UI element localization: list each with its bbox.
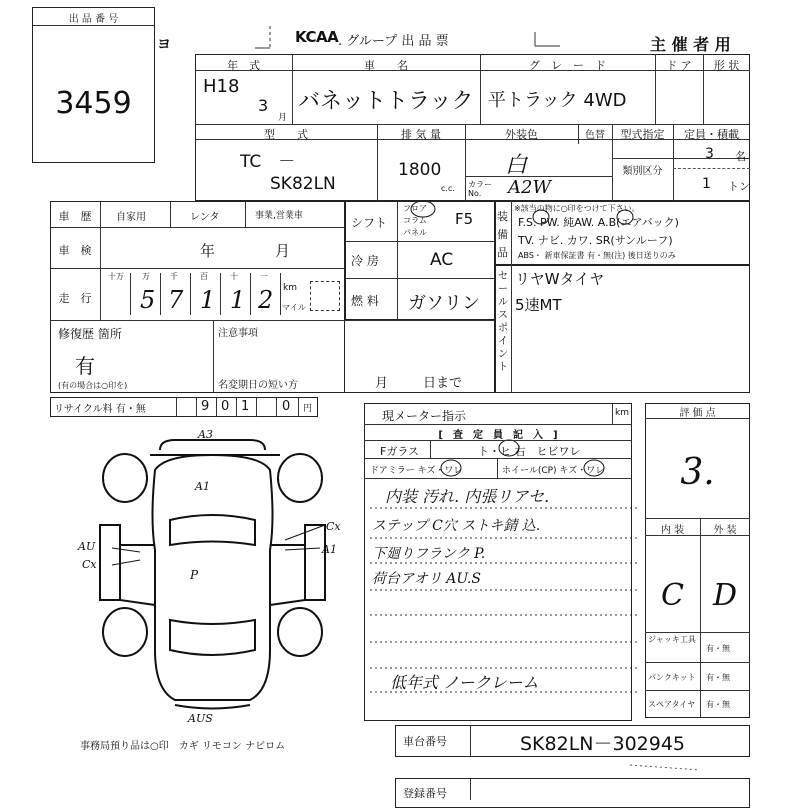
wheel-label: ホイール(CP) キズ・ワレ	[502, 466, 605, 476]
registration-row	[395, 778, 750, 808]
score-label: 評 価 点	[679, 408, 716, 419]
displacement-unit: c.c.	[441, 184, 455, 193]
mirror-label: ドアミラー キズ・ワレ	[370, 466, 463, 476]
exterior-value: D	[712, 578, 738, 613]
repair-label: 修復歴 箇所	[58, 327, 122, 341]
inspection-note-1: 内装 汚れ. 内張リアセ.	[385, 487, 550, 506]
door-label: ド ア	[666, 59, 692, 72]
digit-label-10: 十	[230, 272, 238, 281]
type-value-1: TC －	[240, 152, 296, 172]
capacity-label: 定員・積載	[684, 128, 739, 141]
organizer-label: 主 催 者 用	[650, 35, 731, 54]
diagram-mark-aus: AUS	[188, 712, 213, 725]
ext-color-value: 白	[505, 153, 528, 178]
meter-label: 現メーター指示	[382, 409, 467, 423]
shaken-month: 月	[275, 242, 291, 260]
color-no-label: カラー No.	[468, 180, 492, 198]
chassis-label: 車台番号	[403, 735, 447, 748]
spare-label: スペアタイヤ	[648, 700, 696, 709]
grade-label: グ レ ー ド	[529, 59, 606, 72]
type-designation-label: 型式指定	[620, 128, 665, 141]
model-label: 車 名	[364, 59, 408, 72]
cooling-label: 冷 房	[351, 254, 379, 268]
equipment-line-1: F.S. PW. 純AW. A.B(エアバック)	[518, 216, 679, 229]
model-value: バネットトラック	[298, 89, 474, 114]
shaken-year: 年	[200, 242, 216, 260]
plate-date-label: 名変期日の短い方	[218, 380, 298, 391]
jack-yes-no: 有・無	[706, 644, 730, 653]
plate-date-month: 月	[375, 376, 389, 391]
history-option-private: 自家用	[116, 212, 146, 223]
inspection-note-4: 荷台アオリ AU.S	[372, 571, 481, 587]
mileage-digit-4: 1	[230, 286, 246, 314]
equipment-line-3: ABS・ 新車保証書 有・無(注) 後日送りのみ	[518, 251, 676, 260]
mileage-label: 走 行	[58, 292, 92, 305]
load-value: 1	[702, 176, 711, 192]
interior-value: C	[661, 578, 684, 613]
exterior-label: 外 装	[713, 525, 737, 536]
brand-logo: KCAA	[295, 28, 339, 46]
diagram-mark-cx-left: Cx	[82, 558, 97, 571]
inspection-note-2: ステップ C穴 ストキ錆 込.	[372, 518, 541, 534]
inspection-note-3: 下廻りフランク P.	[372, 546, 486, 562]
ext-color-label: 外装色	[505, 128, 538, 141]
plate-date-day: 日まで	[423, 376, 463, 391]
fglass-label: Fガラス	[380, 445, 419, 458]
sales-point-2: 5速MT	[515, 296, 562, 314]
inspection-note-5: 低年式 ノークレーム	[390, 673, 539, 692]
shape-label: 形 状	[713, 59, 740, 72]
month-value: 3	[258, 96, 269, 115]
load-unit: トン	[728, 180, 750, 193]
displacement-value: 1800	[398, 160, 442, 180]
lot-number-label: 出 品 番 号	[68, 14, 119, 25]
shaken-label: 車 検	[58, 244, 92, 257]
recycle-label: リサイクル料 有・無	[54, 404, 146, 415]
recycle-digit-2: 0	[221, 399, 230, 414]
equipment-line-2: TV. ナビ. カワ. SR(サンルーフ)	[518, 234, 673, 247]
shift-option-column: コラム	[403, 216, 427, 225]
meter-unit: km	[615, 408, 629, 418]
recycle-digit-4: 0	[282, 399, 291, 414]
diagram-mark-a3: A3	[198, 428, 213, 441]
history-option-business: 事業,営業車	[255, 211, 303, 221]
mileage-digit-2: 7	[168, 286, 184, 314]
items-held-label: 事務局預り品は○印 カギ リモコン ナビロム	[80, 741, 286, 752]
car-diagram-icon	[100, 440, 325, 709]
color-change-label: 色替	[585, 130, 605, 141]
repair-note: (有の場合は○印を)	[58, 381, 128, 390]
notes-label: 注意事項	[218, 328, 258, 339]
recycle-digit-1: 9	[201, 399, 210, 414]
shift-option-panel: パネル	[403, 228, 427, 237]
digit-label-10k: 万	[142, 272, 150, 281]
km-label: km	[283, 283, 297, 293]
mileage-digit-5: 2	[258, 286, 274, 314]
capacity-unit: 名	[735, 150, 746, 163]
year-value: H18	[203, 76, 240, 97]
equipment-note: ※該当の物に○印をつけて下さい。	[514, 204, 640, 213]
history-option-rental: レンタ	[190, 212, 220, 223]
type-label: 型 式	[264, 128, 308, 141]
lot-number-value: 3459	[55, 86, 132, 121]
diagram-mark-a1-top: A1	[195, 480, 210, 493]
repair-value: 有	[75, 354, 95, 378]
class-label: 類別区分	[622, 166, 663, 177]
puncture-label: パンクキット	[648, 673, 696, 682]
jack-label: ジャッキ工具	[648, 635, 696, 644]
diagram-mark-cx-right: Cx	[326, 520, 341, 533]
digit-label-100: 百	[200, 272, 208, 281]
sales-point-1: リヤWタイヤ	[515, 270, 605, 288]
digit-label-1: 一	[260, 272, 268, 281]
sales-points-label: セールスポイント	[498, 271, 508, 373]
shift-option-floor: フロア	[403, 204, 427, 213]
registration-label: 登録番号	[403, 787, 447, 800]
interior-label: 内 装	[660, 525, 685, 536]
capacity-value: 3	[705, 146, 714, 162]
shift-value: F5	[455, 210, 474, 228]
recycle-digit-3: 1	[241, 399, 250, 414]
spare-yes-no: 有・無	[706, 700, 730, 709]
fuel-value: ガソリン	[408, 293, 480, 314]
color-no-value: A2W	[508, 177, 551, 198]
mileage-digit-1: 5	[140, 286, 156, 314]
grade-value: 平トラック 4WD	[488, 90, 627, 111]
inspector-label: [ 査 定 員 記 入 ]	[438, 430, 558, 441]
puncture-yes-no: 有・無	[706, 673, 730, 682]
form-title: . グループ 出 品 票	[338, 34, 449, 49]
chassis-value: SK82LN－302945	[520, 733, 686, 755]
equipment-label: 装備品	[497, 210, 508, 259]
month-unit: 月	[278, 113, 288, 123]
grades-table	[645, 403, 750, 718]
recycle-unit: 円	[303, 404, 313, 414]
fglass-value: ト・ヒ 右 ヒビワレ	[478, 445, 581, 458]
year-label: 年 式	[227, 59, 260, 72]
type-value-2: SK82LN	[270, 174, 336, 194]
mile-label: マイル	[282, 303, 306, 312]
lot-number-box	[32, 7, 155, 163]
digit-label-1k: 千	[170, 272, 178, 281]
history-label: 車 歴	[58, 210, 92, 223]
diagram-mark-p: P	[190, 568, 199, 582]
shift-label: シフト	[351, 216, 388, 230]
digit-label-100k: 十万	[108, 272, 124, 281]
fuel-label: 燃 料	[351, 294, 379, 308]
score-value: 3.	[680, 452, 715, 493]
mileage-digit-3: 1	[200, 286, 216, 314]
displacement-label: 排 気 量	[401, 128, 441, 141]
cooling-value: AC	[430, 250, 454, 270]
diagram-mark-au-left: AU	[78, 540, 96, 553]
partial-mark: ヨ	[157, 37, 171, 53]
diagram-mark-a1-right: A1	[322, 543, 337, 556]
